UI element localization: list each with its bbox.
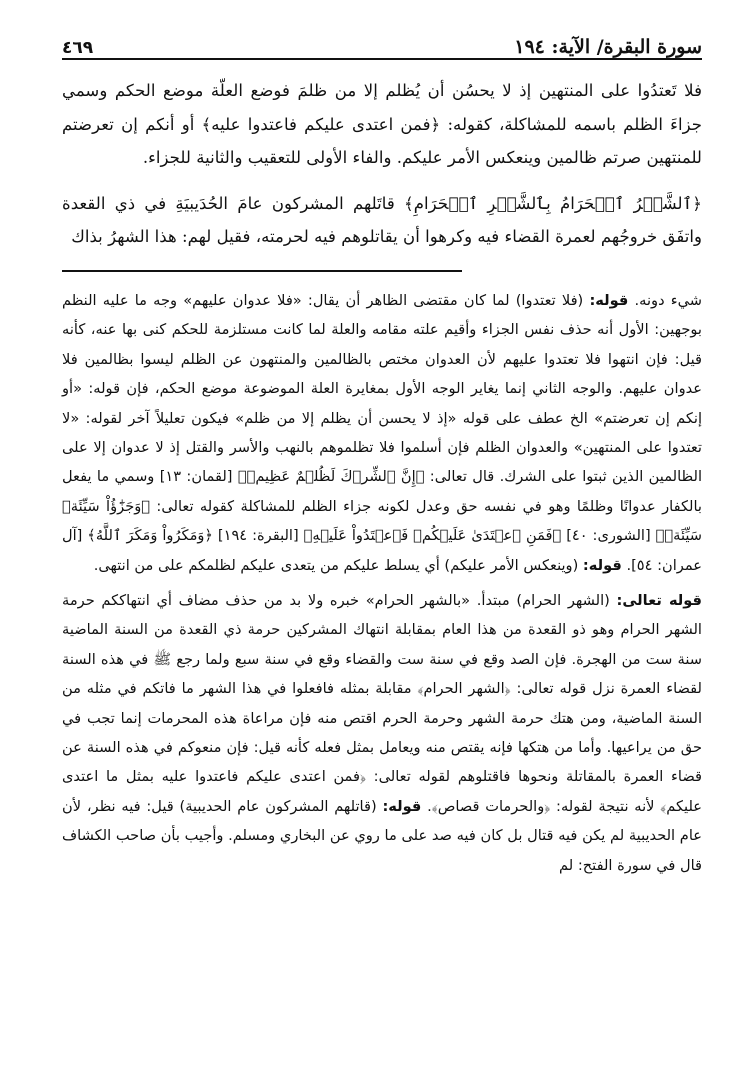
page-number: ٤٦٩ bbox=[62, 38, 94, 58]
document-page bbox=[62, 24, 702, 1064]
page-header bbox=[62, 24, 702, 60]
page-title: سورة البقرة/ الآية: ١٩٤ bbox=[514, 36, 702, 58]
commentary-text: (فلا تعتدوا) لما كان مقتضى الظاهر أن يقال: «فلا عدوان عليهم» وجه ما عليه النظم بوجهين: الأول أنه حذف نفس الجزاء وأقيم علته مقامه والعلة لما كانت مستلزمة للحكم كنى بها عنه، كأنه قيل: فإن انتهوا فلا تعتدوا عليهم لأن العدوان مختص بالظالمين والمنتهون عن الظلم ليسوا بظالمين فلا عدوان عليهم. والوجه الثاني إنما يغاير الوجه الأول بمغايرة العلة الموضوعة موضع الحكم، فإن قوله: «أو إنكم إن تعرضتم» الخ عطف على قوله «إذ لا يحسن أن يظلم إلا من ظلم» فيكون تعليلاً آخر لقوله: «لا تعتدوا على المنتهين» والعدوان الظلم فإن أسلموا فلا تظلموهم بالنهب والأسر والقتل إذ لا عدوان إلا على الظالمين الذين ثبتوا على الشرك. قال تعالى: ﴿إِنَّ ٱلشِّرۡكَ لَظُلۡمٌ عَظِيمٞ﴾ [لقمان: ١٣] وسمي ما يفعل بالكفار عدوانًا وظلمًا وهو في نفسه حق وعدل لكونه جزاء الظلم للمشاكلة كقوله تعالى: ﴿وَجَزَٰٓؤُاْ سَيِّئَةٖ سَيِّئَةٞ﴾ [الشورى: ٤٠] ﴿فَمَنِ ٱعۡتَدَىٰ عَلَيۡكُمۡ فَٱعۡتَدُواْ عَلَيۡهِ﴾ [البقرة: ١٩٤] ﴿وَمَكَرُواْ وَمَكَرَ ٱللَّهُ﴾ [آل عمران: ٥٤]. bbox=[62, 291, 703, 574]
main-paragraph-1: فلا تَعتدُوا على المنتهين إذ لا يحسُن أن يُظلم إلا من ظلمَ فوضع العلّة موضع الحكم وسمي جزاءَ الظلم باسمه للمشاكلة، كقوله: ﴿فمن اعتدى عليكم فاعتدوا عليه﴾ أو أنكم إن تعرضتم للمنتهين صرتم ظالمين وينعكس الأمر عليكم. والفاء الأولى للتعقيب والثانية للجزاء. bbox=[62, 81, 702, 168]
main-text bbox=[62, 74, 702, 254]
commentary-lead: شيء دونه. bbox=[634, 291, 703, 309]
commentary bbox=[62, 286, 702, 880]
keyword-qawluh-taala: قوله تعالى: bbox=[616, 592, 702, 610]
keyword-qawluh-3: قوله: bbox=[382, 797, 422, 815]
main-paragraph-2: ﴿ٱلشَّهۡرُ ٱلۡحَرَامُ بِٱلشَّهۡرِ ٱلۡحَرَامِ﴾ قاتَلهم المشركون عامَ الحُدَيبيَةِ في ذي القعدة واتفَق خروجُهم لعمرة القضاء فيه وكرهوا أن يقاتلوهم فيه لحرمته، فقيل لهم: هذا الشهرُ بذاك bbox=[62, 193, 702, 247]
commentary-paragraph-1 bbox=[62, 286, 702, 580]
commentary-text: (الشهر الحرام) مبتدأ. «بالشهر الحرام» خبره ولا بد من حذف مضاف أي انتهاككم حرمة الشهر الحرام وهو ذو القعدة من هذا العام بمقابلة انتهاك المشركين حرمة ذي القعدة من السنة الماضية سنة ست من الهجرة. فإن الصد وقع في سنة ست والقضاء وقع في سنة سبع ولما رجع ﷺ في هذه السنة لقضاء العمرة نزل قوله تعالى: ﴿الشهر الحرام﴾ مقابلة بمثله فافعلوا في هذا الشهر ما فاتكم في مثله من السنة الماضية، ومن هتك حرمة الشهر وحرمة الحرم اقتص منه فإن مراعاة هذه المحرمات إنما تجب في حق من يراعيها. وأما من هتكها فإنه يقتص منه ويعامل بمثل فعله كأنه قيل: فإن منعوكم في هذه السنة عن قضاء العمرة بالمقاتلة ونحوها فاقتلوهم لقوله تعالى: ﴿فمن اعتدى عليكم فاعتدوا عليه بمثل ما اعتدى عليكم﴾ لأنه نتيجة لقوله: ﴿والحرمات قصاص﴾. bbox=[62, 592, 702, 815]
keyword-qawluh: قوله: bbox=[589, 291, 629, 309]
commentary-text-tail: (قاتلهم المشركون عام الحديبية) قيل: فيه نظر، لأن عام الحديبية لم يكن فيه قتال بل كان فيه صد على ما روي عن البخاري ومسلم. وأجيب بأن صاحب الكشاف قال في سورة الفتح: لم bbox=[62, 797, 702, 874]
commentary-paragraph-2 bbox=[62, 586, 702, 880]
keyword-qawluh-2: قوله: bbox=[582, 556, 622, 574]
commentary-text-tail: (وينعكس الأمر عليكم) أي يسلط عليكم من يتعدى عليكم لظلمكم على من انتهى. bbox=[93, 556, 579, 574]
footnote-divider bbox=[62, 270, 462, 272]
